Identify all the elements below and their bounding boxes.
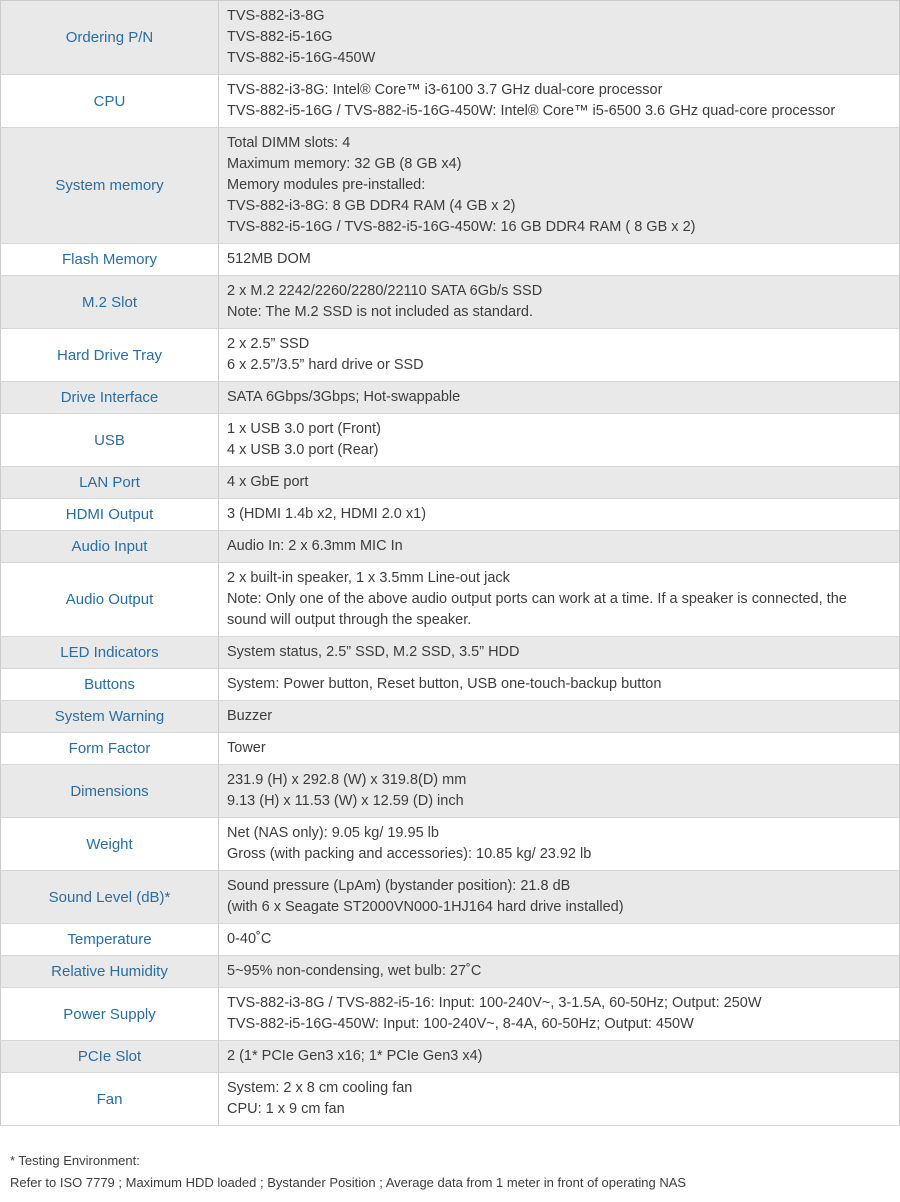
spec-label: LAN Port — [1, 467, 219, 499]
footnote-line1: * Testing Environment: — [10, 1153, 140, 1168]
spec-label: Form Factor — [1, 733, 219, 765]
spec-value — [219, 128, 900, 244]
spec-value-line: Memory modules pre-installed: — [227, 177, 426, 193]
spec-value-line: TVS-882-i5-16G / TVS-882-i5-16G-450W: Intel® Core™ i5-6500 3.6 GHz quad-core processor — [227, 103, 836, 119]
spec-row — [1, 956, 900, 988]
spec-value-line: 1 x USB 3.0 port (Front) — [227, 421, 381, 437]
spec-row — [1, 75, 900, 128]
spec-label: Weight — [1, 818, 219, 871]
spec-value — [219, 765, 900, 818]
spec-label: Flash Memory — [1, 244, 219, 276]
spec-value — [219, 988, 900, 1041]
spec-row — [1, 467, 900, 499]
spec-value-line: 2 x 2.5” SSD — [227, 336, 310, 352]
spec-value-line: 9.13 (H) x 11.53 (W) x 12.59 (D) inch — [227, 793, 464, 809]
spec-value-line: Audio In: 2 x 6.3mm MIC In — [227, 538, 403, 554]
spec-label: USB — [1, 414, 219, 467]
spec-label: System memory — [1, 128, 219, 244]
spec-value-line: Total DIMM slots: 4 — [227, 135, 351, 151]
spec-row — [1, 1, 900, 75]
spec-value — [219, 499, 900, 531]
spec-row — [1, 765, 900, 818]
spec-value — [219, 329, 900, 382]
spec-row — [1, 669, 900, 701]
spec-value — [219, 669, 900, 701]
spec-label: Drive Interface — [1, 382, 219, 414]
spec-value — [219, 531, 900, 563]
spec-value-line: 2 (1* PCIe Gen3 x16; 1* PCIe Gen3 x4) — [227, 1048, 483, 1064]
spec-value-line: System: Power button, Reset button, USB one-touch-backup button — [227, 676, 662, 692]
spec-value-line: Sound pressure (LpAm) (bystander position): 21.8 dB — [227, 878, 571, 894]
spec-label: Power Supply — [1, 988, 219, 1041]
spec-value-line: TVS-882-i5-16G / TVS-882-i5-16G-450W: 16 GB DDR4 RAM ( 8 GB x 2) — [227, 219, 696, 235]
spec-row — [1, 637, 900, 669]
spec-value-line: TVS-882-i3-8G: 8 GB DDR4 RAM (4 GB x 2) — [227, 198, 516, 214]
spec-value-line: Net (NAS only): 9.05 kg/ 19.95 lb — [227, 825, 439, 841]
spec-row — [1, 733, 900, 765]
spec-value-line: TVS-882-i3-8G — [227, 8, 325, 24]
spec-value-line: System: 2 x 8 cm cooling fan — [227, 1080, 413, 1096]
spec-row — [1, 818, 900, 871]
spec-value-line: System status, 2.5” SSD, M.2 SSD, 3.5” HDD — [227, 644, 520, 660]
spec-value — [219, 733, 900, 765]
spec-value-line: 4 x GbE port — [227, 474, 309, 490]
spec-value-line: Tower — [227, 740, 266, 756]
spec-value — [219, 637, 900, 669]
spec-value-line: TVS-882-i5-16G-450W — [227, 50, 376, 66]
spec-value-line: SATA 6Gbps/3Gbps; Hot-swappable — [227, 389, 461, 405]
spec-value-line: 5~95% non-condensing, wet bulb: 27˚C — [227, 963, 482, 979]
spec-label: Fan — [1, 1073, 219, 1126]
spec-value — [219, 276, 900, 329]
spec-value — [219, 382, 900, 414]
spec-value-line: Note: Only one of the above audio output ports can work at a time. If a speaker is connected, the sound will output through the speaker. — [227, 591, 847, 628]
spec-value — [219, 924, 900, 956]
spec-value-line: TVS-882-i5-16G-450W: Input: 100-240V~, 8-4A, 60-50Hz; Output: 450W — [227, 1016, 694, 1032]
spec-value — [219, 1, 900, 75]
spec-label: System Warning — [1, 701, 219, 733]
spec-row — [1, 871, 900, 924]
spec-value-line: 512MB DOM — [227, 251, 311, 267]
spec-row — [1, 414, 900, 467]
spec-value-line: Note: The M.2 SSD is not included as standard. — [227, 304, 534, 320]
spec-row — [1, 276, 900, 329]
spec-row — [1, 924, 900, 956]
spec-label: CPU — [1, 75, 219, 128]
spec-value — [219, 1041, 900, 1073]
spec-value-line: Buzzer — [227, 708, 273, 724]
spec-value — [219, 467, 900, 499]
spec-value — [219, 956, 900, 988]
spec-row — [1, 329, 900, 382]
spec-label: Sound Level (dB)* — [1, 871, 219, 924]
spec-value — [219, 414, 900, 467]
spec-row — [1, 499, 900, 531]
spec-value-line: 4 x USB 3.0 port (Rear) — [227, 442, 379, 458]
spec-value-line: TVS-882-i5-16G — [227, 29, 333, 45]
spec-label: Hard Drive Tray — [1, 329, 219, 382]
spec-label: LED Indicators — [1, 637, 219, 669]
spec-value — [219, 75, 900, 128]
spec-row — [1, 701, 900, 733]
spec-row — [1, 128, 900, 244]
spec-value-line: 0-40˚C — [227, 931, 272, 947]
spec-label: Audio Output — [1, 563, 219, 637]
footnote — [10, 1150, 900, 1202]
spec-label: M.2 Slot — [1, 276, 219, 329]
spec-value — [219, 244, 900, 276]
spec-value — [219, 871, 900, 924]
spec-value — [219, 818, 900, 871]
spec-row — [1, 244, 900, 276]
spec-value-line: 2 x M.2 2242/2260/2280/22110 SATA 6Gb/s SSD — [227, 283, 543, 299]
spec-value-line: 3 (HDMI 1.4b x2, HDMI 2.0 x1) — [227, 506, 427, 522]
footnote-line2: Refer to ISO 7779 ; Maximum HDD loaded ; Bystander Position ; Average data from 1 meter in front of operating NAS — [10, 1175, 687, 1190]
spec-row — [1, 1073, 900, 1126]
spec-label: Audio Input — [1, 531, 219, 563]
spec-value-line: TVS-882-i3-8G: Intel® Core™ i3-6100 3.7 GHz dual-core processor — [227, 82, 663, 98]
spec-label: Dimensions — [1, 765, 219, 818]
spec-value — [219, 1073, 900, 1126]
spec-row — [1, 531, 900, 563]
spec-value — [219, 563, 900, 637]
spec-row — [1, 1041, 900, 1073]
spec-row — [1, 563, 900, 637]
spec-label: PCIe Slot — [1, 1041, 219, 1073]
spec-label: Ordering P/N — [1, 1, 219, 75]
spec-value-line: 231.9 (H) x 292.8 (W) x 319.8(D) mm — [227, 772, 467, 788]
spec-value-line: CPU: 1 x 9 cm fan — [227, 1101, 345, 1117]
spec-value-line: Maximum memory: 32 GB (8 GB x4) — [227, 156, 462, 172]
spec-row — [1, 988, 900, 1041]
spec-label: Temperature — [1, 924, 219, 956]
spec-value-line: Gross (with packing and accessories): 10.85 kg/ 23.92 lb — [227, 846, 592, 862]
spec-value — [219, 701, 900, 733]
spec-label: Relative Humidity — [1, 956, 219, 988]
spec-label: HDMI Output — [1, 499, 219, 531]
spec-label: Buttons — [1, 669, 219, 701]
spec-value-line: (with 6 x Seagate ST2000VN000-1HJ164 hard drive installed) — [227, 899, 624, 915]
spec-value-line: 2 x built-in speaker, 1 x 3.5mm Line-out jack — [227, 570, 510, 586]
spec-value-line: 6 x 2.5”/3.5” hard drive or SSD — [227, 357, 424, 373]
spec-row — [1, 382, 900, 414]
spec-value-line: TVS-882-i3-8G / TVS-882-i5-16: Input: 100-240V~, 3-1.5A, 60-50Hz; Output: 250W — [227, 995, 762, 1011]
spec-table-body — [1, 1, 900, 1126]
